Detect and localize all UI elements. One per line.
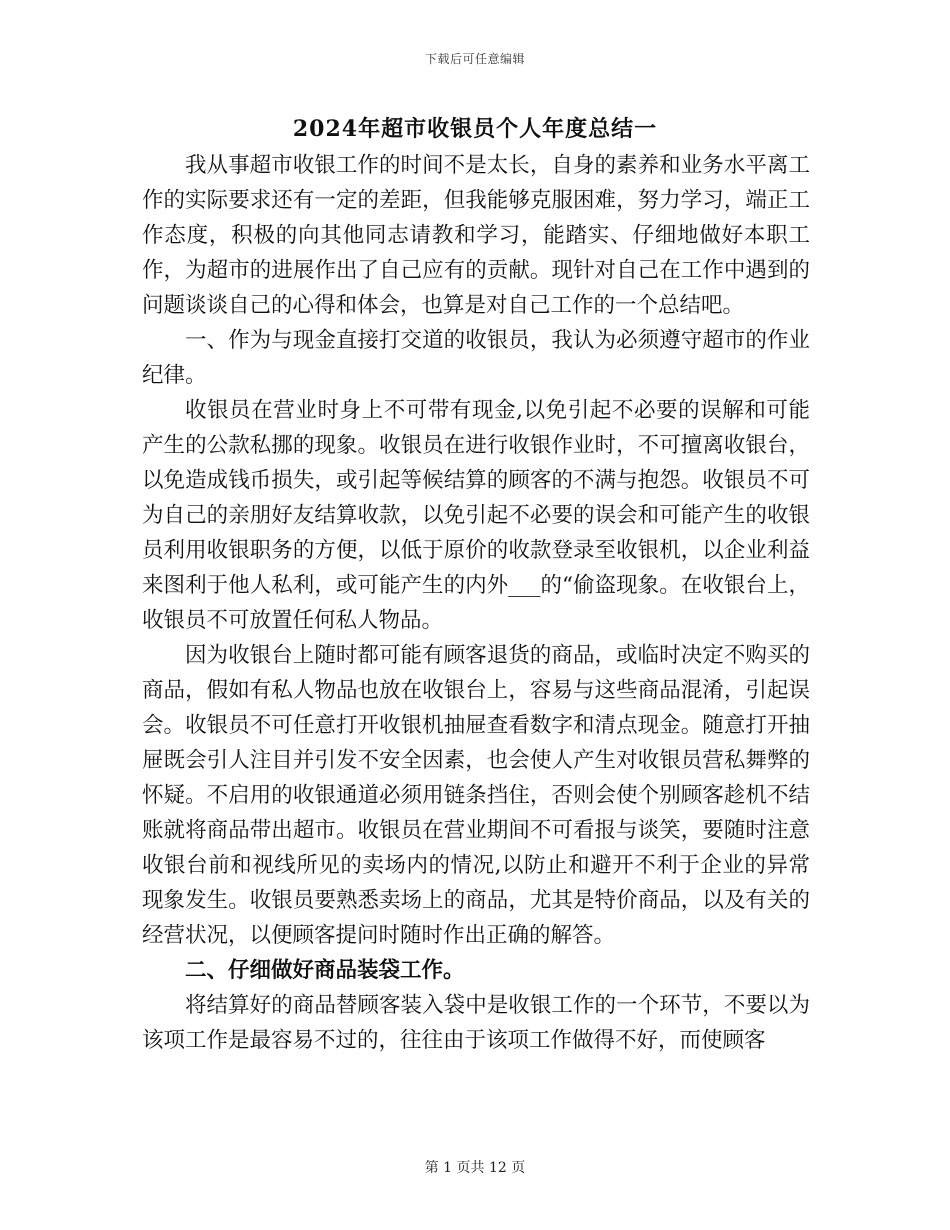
document-title: 2024年超市收银员个人年度总结一 [292,116,658,142]
section-heading-discipline: 一、作为与现金直接打交道的收银员，我认为必须遵守超市的作业纪律。 [142,328,810,388]
page-number-footer: 第 1 页共 12 页 [424,1160,526,1176]
paragraph-counter-rules: 因为收银台上随时都可能有顾客退货的商品，或临时决定不购买的商品，假如有私人物品也放在收银台上，容易与这些商品混淆，引起误会。收银员不可任意打开收银机抽屉查看数字和清点现金。随意打开抽屉既会引人注目并引发不安全因素，也会使人产生对收银员营私舞弊的怀疑。不启用的收银通道必须用链条挡住，否则会使个别顾客趁机不结账就将商品带出超市。收银员在营业期间不可看报与谈笑，要随时注意收银台前和视线所见的卖场内的情况,以防止和避开不利于企业的异常现象发生。收银员要熟悉卖场上的商品，尤其是特价商品，以及有关的经营状况，以便顾客提问时随时作出正确的解答。 [142,643,810,948]
paragraph-bagging: 将结算好的商品替顾客装入袋中是收银工作的一个环节，不要以为该项工作是最容易不过的，往往由于该项工作做得不好，而使顾客 [142,993,810,1053]
paragraph-intro: 我从事超市收银工作的时间不是太长，自身的素养和业务水平离工作的实际要求还有一定的差距，但我能够克服困难，努力学习，端正工作态度，积极的向其他同志请教和学习，能踏实、仔细地做好本职工作，为超市的进展作出了自己应有的贡献。现针对自己在工作中遇到的问题谈谈自己的心得和体会，也算是对自己工作的一个总结吧。 [142,153,810,318]
document-body [142,148,810,1058]
section-heading-bagging: 二、仔细做好商品装袋工作。 [185,958,465,983]
page-header-note: 下载后可任意编辑 [424,52,525,66]
paragraph-cash-rules: 收银员在营业时身上不可带有现金,以免引起不必要的误解和可能产生的公款私挪的现象。收银员在进行收银作业时，不可擅离收银台，以免造成钱币损失，或引起等候结算的顾客的不满与抱怨。收银员不可为自己的亲朋好友结算收款，以免引起不必要的误会和可能产生的收银员利用收银职务的方便，以低于原价的收款登录至收银机，以企业利益来图利于他人私利，或可能产生的内外___的“偷盗现象。在收银台上，收银员不可放置任何私人物品。 [142,398,810,633]
